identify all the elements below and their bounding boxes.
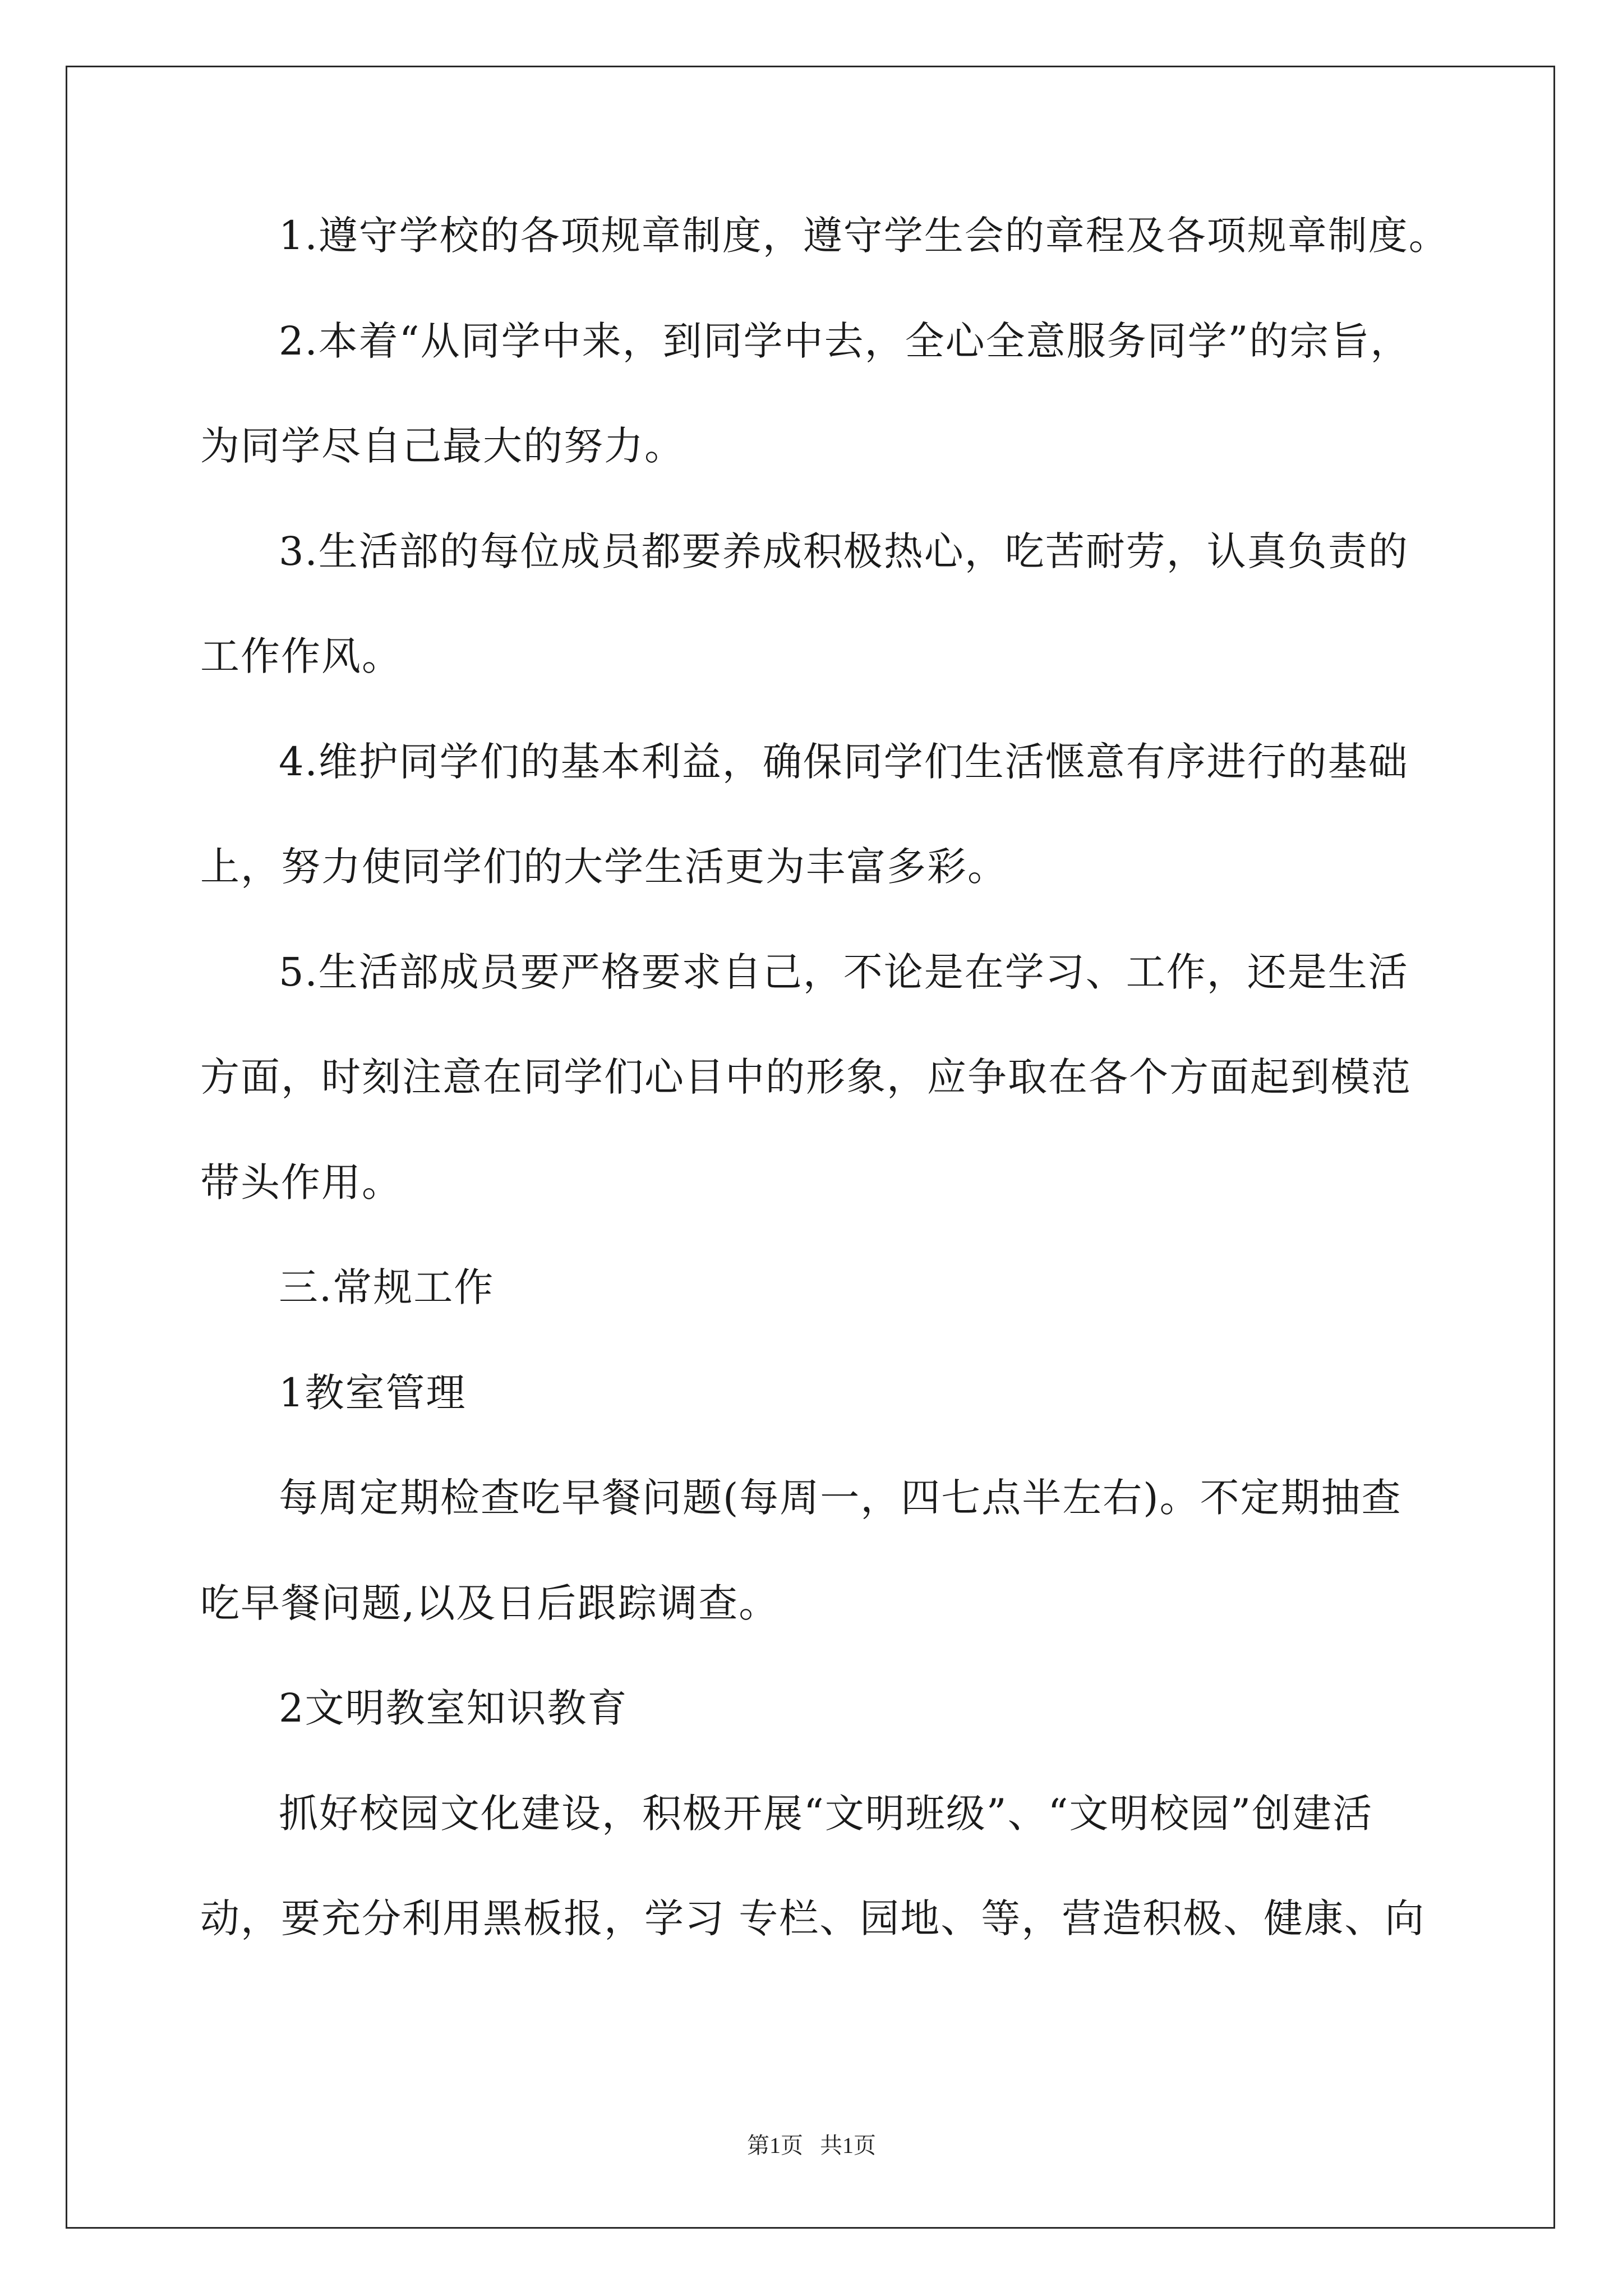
paragraph-line: 工作作风。: [200, 633, 402, 679]
paragraph-line: 带头作用。: [200, 1159, 402, 1205]
paragraph-line: 5.生活部成员要严格要求自己，不论是在学习、工作，还是生活: [279, 949, 1409, 995]
paragraph-line: 每周定期检查吃早餐问题(每周一，四七点半左右)。不定期抽查: [279, 1475, 1402, 1521]
section-heading: 三.常规工作: [279, 1264, 495, 1310]
paragraph-line: 为同学尽自己最大的努力。: [200, 423, 685, 469]
subsection-heading: 1教室管理: [279, 1370, 467, 1416]
paragraph-line: 4.维护同学们的基本利益，确保同学们生活惬意有序进行的基础: [279, 739, 1409, 785]
paragraph-line: 3.生活部的每位成员都要养成积极热心，吃苦耐劳，认真负责的: [279, 528, 1409, 574]
page-footer: 第1页 共1页: [747, 2133, 876, 2158]
subsection-heading: 2文明教室知识教育: [279, 1685, 628, 1731]
paragraph-line: 1.遵守学校的各项规章制度，遵守学生会的章程及各项规章制度。: [279, 213, 1449, 259]
paragraph-line: 2.本着“从同学中来，到同学中去，全心全意服务同学”的宗旨，: [279, 318, 1411, 364]
paragraph-line: 方面，时刻注意在同学们心目中的形象，应争取在各个方面起到模范: [200, 1054, 1412, 1100]
paragraph-line: 上，努力使同学们的大学生活更为丰富多彩。: [200, 844, 1008, 890]
paragraph-line: 抓好校园文化建设，积极开展“文明班级”、“文明校园”创建活: [279, 1791, 1373, 1837]
paragraph-line: 动，要充分利用黑板报，学习 专栏、园地、等，营造积极、健康、向: [200, 1895, 1426, 1941]
paragraph-line: 吃早餐问题,以及日后跟踪调查。: [200, 1580, 780, 1626]
